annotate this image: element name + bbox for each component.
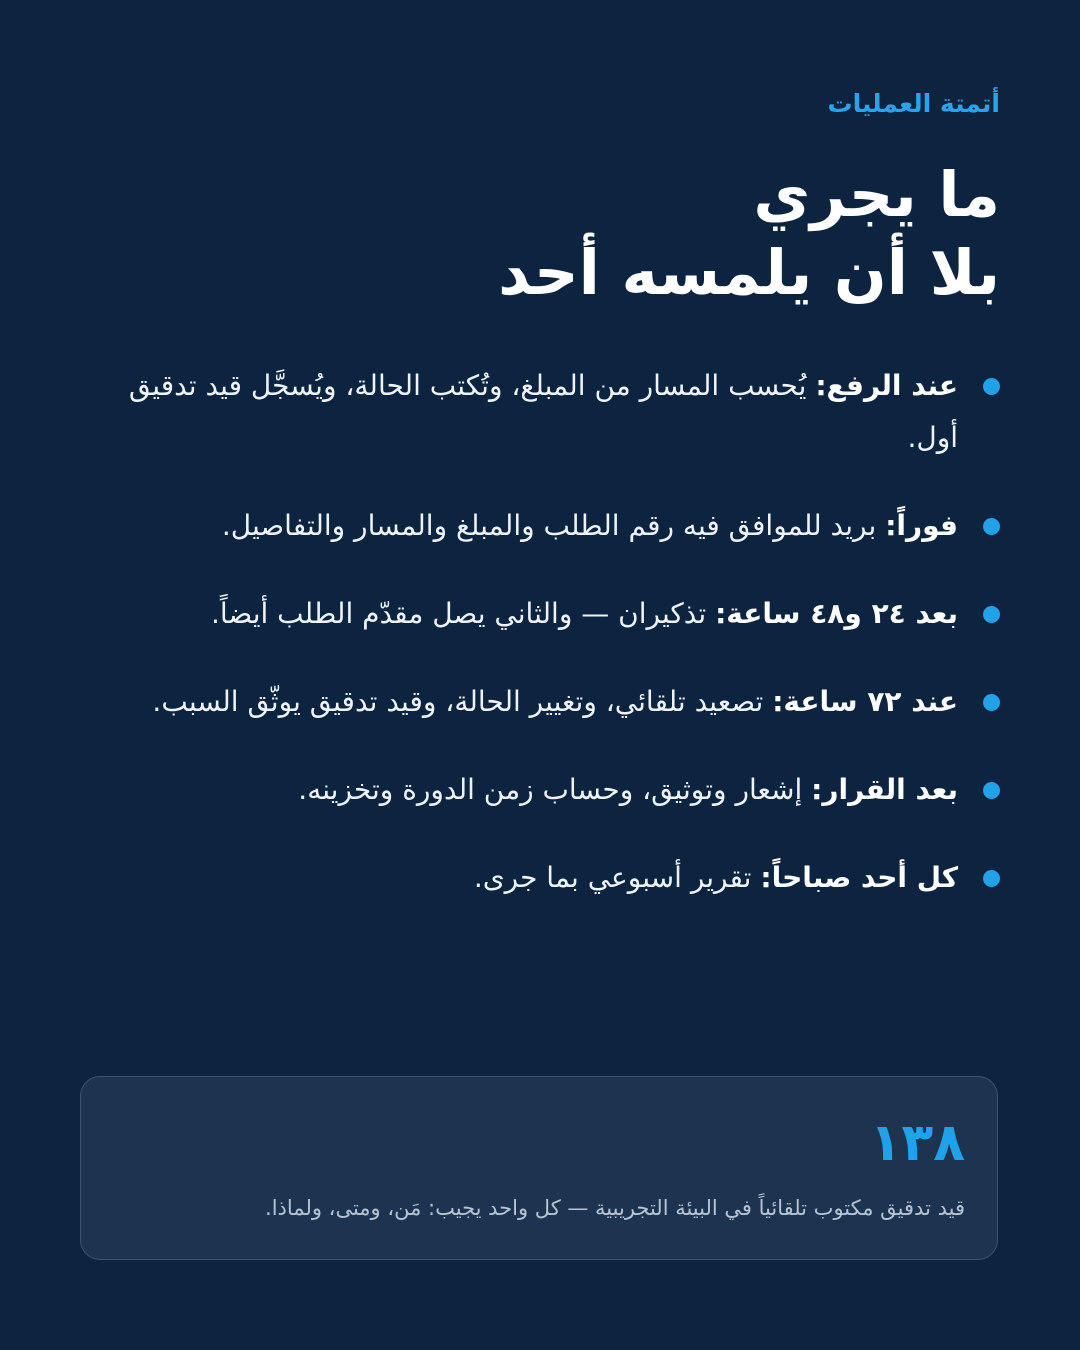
bullet-dot-icon	[983, 518, 1000, 535]
stat-value: ١٣٨	[869, 1113, 965, 1173]
stat-card	[80, 1076, 998, 1260]
item-text: يُحسب المسار من المبلغ، وتُكتب الحالة، ويُسجَّل قيد تدقيق أول.	[128, 369, 958, 454]
list-item	[110, 360, 1000, 464]
item-text: بريد للموافق فيه رقم الطلب والمبلغ والمسار والتفاصيل.	[221, 509, 886, 542]
bullet-dot-icon	[983, 694, 1000, 711]
item-key: عند الرفع:	[815, 369, 958, 402]
item-key: بعد القرار:	[811, 773, 958, 806]
list-item	[110, 588, 1000, 640]
title-line-2: بلا أن يلمسه أحد	[498, 236, 1000, 309]
automation-list	[110, 360, 1000, 940]
list-item	[110, 764, 1000, 816]
list-item	[110, 676, 1000, 728]
item-text: تذكيران — والثاني يصل مقدّم الطلب أيضاً.	[211, 597, 716, 630]
item-key: فوراً:	[885, 509, 958, 542]
item-text: إشعار وتوثيق، وحساب زمن الدورة وتخزينه.	[298, 773, 812, 806]
item-key: بعد ٢٤ و٤٨ ساعة:	[715, 597, 958, 630]
page-title	[80, 156, 1000, 312]
bullet-dot-icon	[983, 870, 1000, 887]
item-key: كل أحد صباحاً:	[760, 861, 958, 894]
bullet-dot-icon	[983, 782, 1000, 799]
item-text: تقرير أسبوعي بما جرى.	[473, 861, 761, 894]
item-text: تصعيد تلقائي، وتغيير الحالة، وقيد تدقيق يوثّق السبب.	[152, 685, 773, 718]
bullet-dot-icon	[983, 606, 1000, 623]
stat-caption: قيد تدقيق مكتوب تلقائياً في البيئة التجريبية — كل واحد يجيب: مَن، ومتى، ولماذا.	[265, 1196, 965, 1220]
list-item	[110, 852, 1000, 904]
bullet-dot-icon	[983, 378, 1000, 395]
list-item	[110, 500, 1000, 552]
section-eyebrow: أتمتة العمليات	[827, 89, 1000, 118]
title-line-1: ما يجري	[753, 158, 1000, 231]
item-key: عند ٧٢ ساعة:	[772, 685, 958, 718]
